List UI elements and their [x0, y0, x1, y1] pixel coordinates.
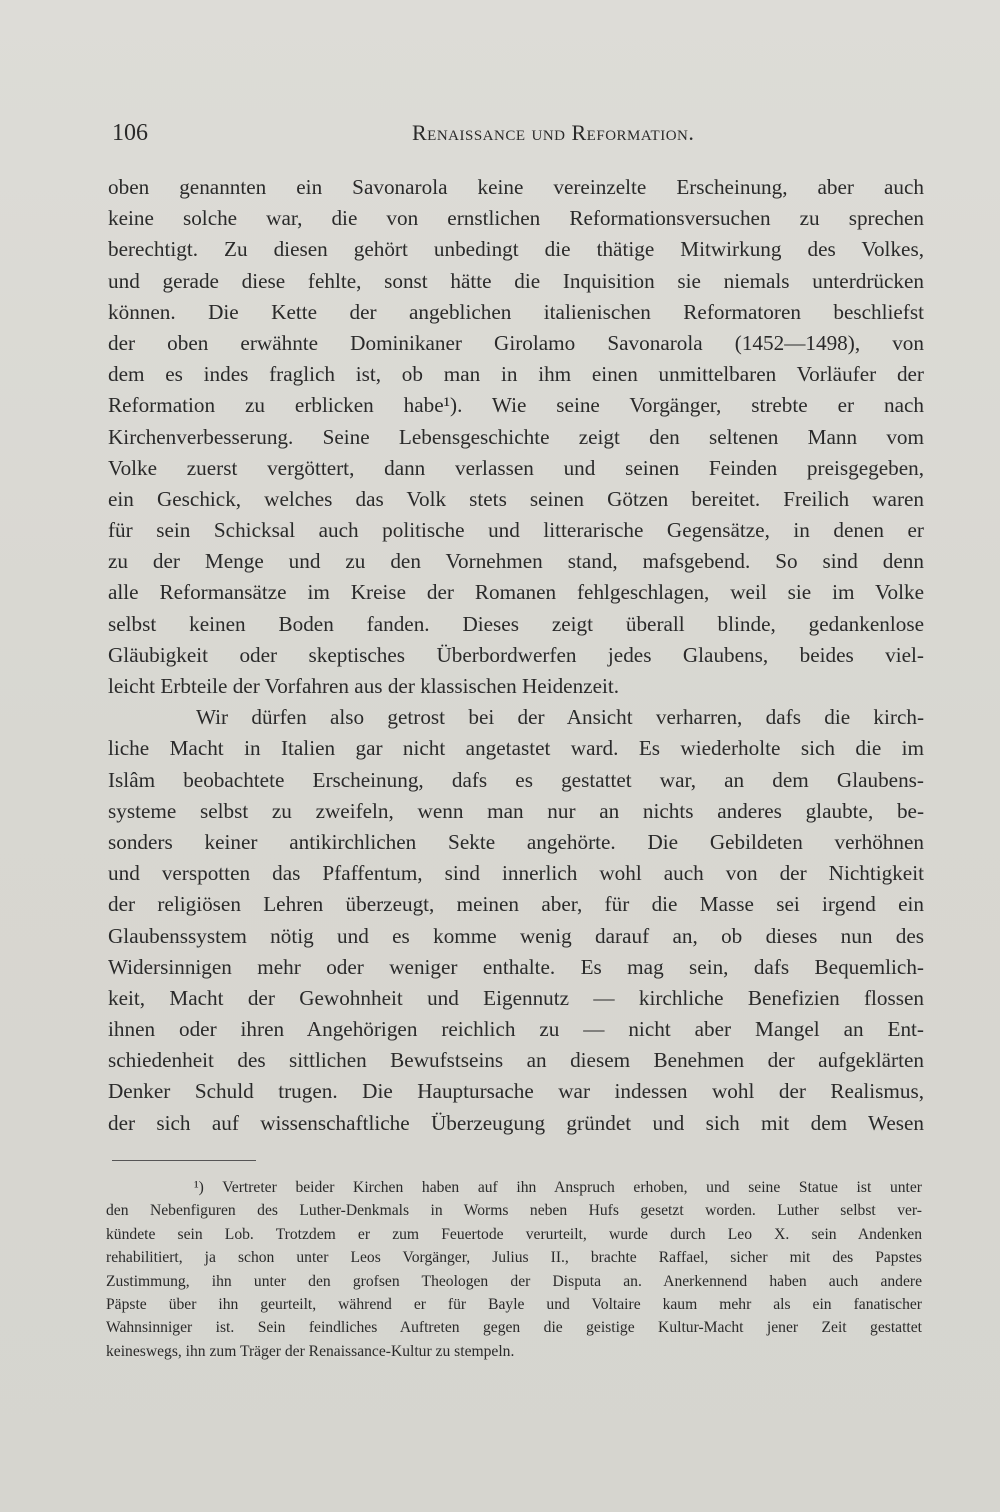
body-line: leicht Erbteile der Vorfahren aus der klassischen Heidenzeit. — [108, 674, 620, 698]
body-line: zu der Menge und zu den Vornehmen stand, mafsgebend. So sind denn — [108, 549, 924, 574]
body-line: systeme selbst zu zweifeln, wenn man nur an nichts anderes glaubte, be- — [108, 798, 924, 823]
footnote-line: rehabilitiert, ja schon unter Leos Vorgänger, Julius II., brachte Raffael, sicher mit des Papstes — [106, 1249, 922, 1267]
footnote-line: Wahnsinniger ist. Sein feindliches Auftreten gegen die geistige Kultur-Macht jener Zeit gestattet — [106, 1319, 922, 1337]
body-line: liche Macht in Italien gar nicht angetastet ward. Es wiederholte sich die im — [108, 736, 924, 761]
body-line: Reformation zu erblicken habe¹). Wie seine Vorgänger, strebte er nach — [108, 393, 924, 418]
body-line: können. Die Kette der angeblichen italienischen Reformatoren beschliefst — [108, 299, 924, 324]
footnote-line: ¹) Vertreter beider Kirchen haben auf ihn Anspruch erhoben, und seine Statue ist unter — [194, 1179, 922, 1196]
body-line: schiedenheit des sittlichen Bewufstseins an diesem Benehmen der aufgeklärten — [108, 1048, 924, 1073]
body-line: Glaubenssystem nötig und es komme wenig darauf an, ob dieses nun des — [108, 923, 924, 948]
body-line: und gerade diese fehlte, sonst hätte die Inquisition sie niemals unterdrücken — [108, 268, 924, 293]
page-header — [112, 116, 924, 150]
running-title: Renaissance und Reformation. — [412, 120, 695, 145]
body-line: Kirchenverbesserung. Seine Lebensgeschichte zeigt den seltenen Mann vom — [108, 424, 924, 449]
body-line: der oben erwähnte Dominikaner Girolamo Savonarola (1452—1498), von — [108, 330, 924, 355]
body-line: keine solche war, die von ernstlichen Reformationsversuchen zu sprechen — [108, 206, 924, 231]
footnote-divider — [112, 1160, 256, 1161]
page-number: 106 — [112, 120, 148, 146]
body-line: Volke zuerst vergöttert, dann verlassen und seinen Feinden preisgegeben, — [108, 455, 924, 480]
body-line: für sein Schicksal auch politische und litterarische Gegensätze, in denen er — [108, 518, 924, 543]
footnote-line: Zustimmung, ihn unter den grofsen Theologen der Disputa an. Anerkennend haben auch andere — [106, 1272, 922, 1290]
body-text — [108, 172, 924, 1139]
body-line: Islâm beobachtete Erscheinung, dafs es gestattet war, an dem Glaubens- — [108, 767, 924, 792]
body-line: ein Geschick, welches das Volk stets seinen Götzen bereitet. Freilich waren — [108, 486, 924, 511]
body-line: keit, Macht der Gewohnheit und Eigennutz — kirchliche Benefizien flossen — [108, 985, 924, 1010]
body-line: Gläubigkeit oder skeptisches Überbordwerfen jedes Glaubens, beides viel- — [108, 642, 924, 667]
body-line: dem es indes fraglich ist, ob man in ihm einen unmittelbaren Vorläufer der — [108, 362, 924, 387]
body-line: ihnen oder ihren Angehörigen reichlich zu — nicht aber Mangel an Ent- — [108, 1017, 924, 1042]
body-line: alle Reformansätze im Kreise der Romanen fehlgeschlagen, weil sie im Volke — [108, 580, 924, 605]
body-line: berechtigt. Zu diesen gehört unbedingt die thätige Mitwirkung des Volkes, — [108, 237, 924, 262]
body-line: und verspotten das Pfaffentum, sind innerlich wohl auch von der Nichtigkeit — [108, 861, 924, 886]
body-line: Widersinnigen mehr oder weniger enthalte. Es mag sein, dafs Bequemlich- — [108, 954, 924, 979]
footnotes — [106, 1176, 922, 1363]
body-line: selbst keinen Boden fanden. Dieses zeigt überall blinde, gedankenlose — [108, 611, 924, 636]
body-line: Denker Schuld trugen. Die Hauptursache war indessen wohl der Realismus, — [108, 1079, 924, 1104]
footnote-line: keineswegs, ihn zum Träger der Renaissance-Kultur zu stempeln. — [106, 1342, 515, 1360]
body-line: Wir dürfen also getrost bei der Ansicht verharren, dafs die kirch- — [196, 705, 924, 730]
body-line: der sich auf wissenschaftliche Überzeugung gründet und sich mit dem Wesen — [108, 1110, 924, 1135]
body-line: sonders keiner antikirchlichen Sekte angehörte. Die Gebildeten verhöhnen — [108, 829, 924, 854]
footnote-line: kündete sein Lob. Trotzdem er zum Feuertode verurteilt, wurde durch Leo X. sein Andenken — [106, 1225, 922, 1243]
footnote-line: den Nebenfiguren des Luther-Denkmals in Worms neben Hufs gesetzt worden. Luther selbst ver- — [106, 1202, 922, 1220]
footnote-line: Päpste über ihn geurteilt, während er für Bayle und Voltaire kaum mehr als ein fanatischer — [106, 1295, 922, 1313]
body-line: der religiösen Lehren überzeugt, meinen aber, für die Masse sei irgend ein — [108, 892, 924, 917]
body-line: oben genannten ein Savonarola keine vereinzelte Erscheinung, aber auch — [108, 175, 924, 199]
